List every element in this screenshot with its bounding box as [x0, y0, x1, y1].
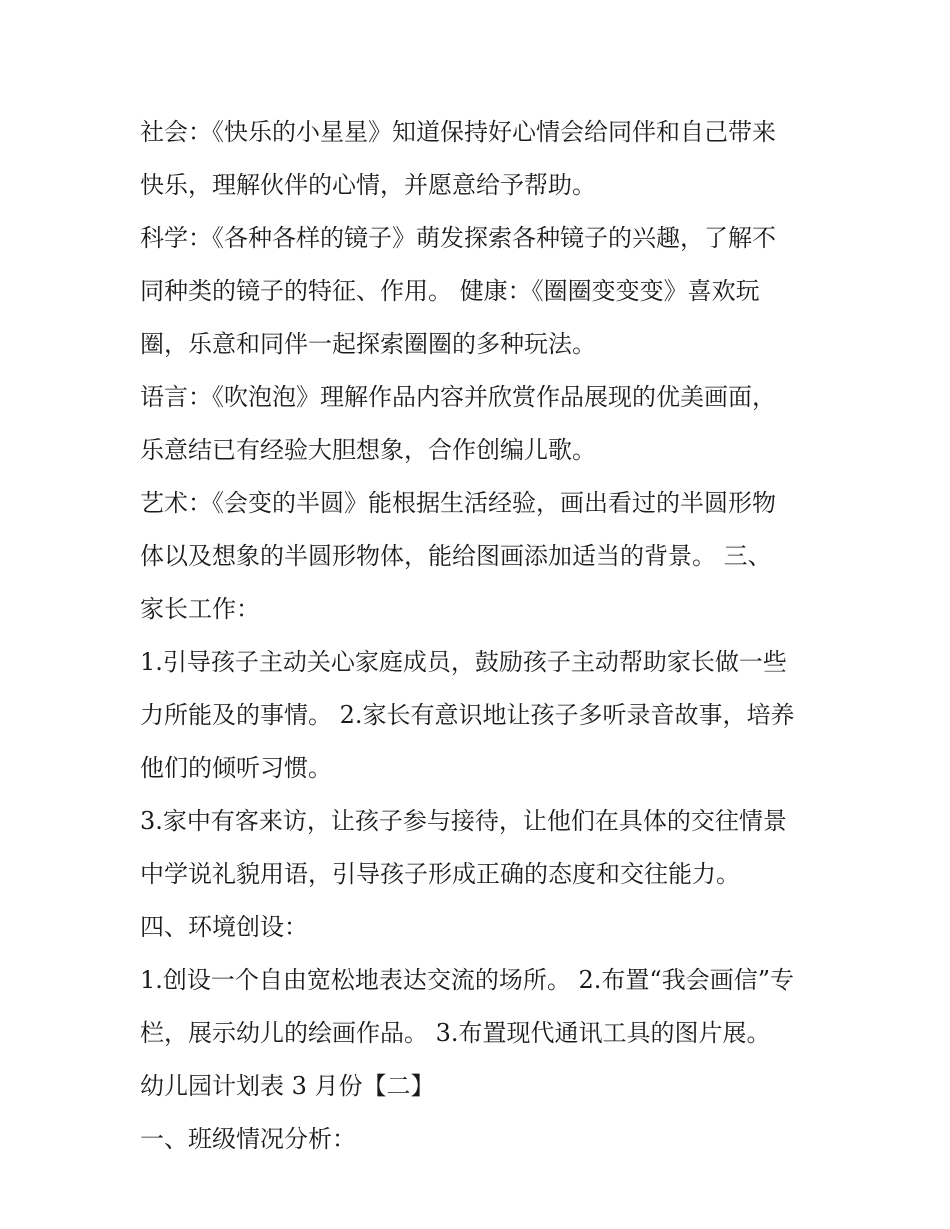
section-heading-environment: 四、环境创设：: [140, 913, 308, 941]
text-line-science: 科学：《各种各样的镜子》萌发探索各种镜子的兴趣，了解不: [140, 224, 776, 252]
text-line-environment-item: 1.创设一个自由宽松地表达交流的场所。 2.布置“我会画信”专: [140, 966, 794, 994]
document-body: [140, 106, 820, 1166]
text-line-social: 社会：《快乐的小星星》知道保持好心情会给同伴和自己带来: [140, 118, 776, 146]
text-line-health: 同种类的镜子的特征、作用。 健康：《圈圈变变变》喜欢玩: [140, 277, 760, 305]
text-line: 他们的倾听习惯。: [140, 754, 332, 782]
section-heading-parent-work: 家长工作：: [140, 595, 260, 623]
section-heading-class-analysis: 一、班级情况分析：: [140, 1125, 356, 1153]
text-line-environment-item: 栏，展示幼儿的绘画作品。 3.布置现代通讯工具的图片展。: [140, 1019, 771, 1047]
text-line: 乐意结已有经验大胆想象，合作创编儿歌。: [140, 436, 596, 464]
text-line-art: 艺术：《会变的半圆》能根据生活经验，画出看过的半圆形物: [140, 489, 776, 517]
text-line: 圈，乐意和同伴一起探索圈圈的多种玩法。: [140, 330, 596, 358]
text-line: 中学说礼貌用语，引导孩子形成正确的态度和交往能力。: [140, 860, 740, 888]
document-subtitle: 幼儿园计划表 3 月份【二】: [140, 1072, 435, 1100]
text-line: 快乐，理解伙伴的心情，并愿意给予帮助。: [140, 171, 596, 199]
text-line-parent-item: 1.引导孩子主动关心家庭成员，鼓励孩子主动帮助家长做一些: [140, 648, 787, 676]
text-line-parent-item: 力所能及的事情。 2.家长有意识地让孩子多听录音故事，培养: [140, 701, 795, 729]
text-line-language: 语言：《吹泡泡》理解作品内容并欣赏作品展现的优美画面，: [140, 383, 776, 411]
text-line: 体以及想象的半圆形物体，能给图画添加适当的背景。 三、: [140, 542, 772, 570]
text-line-parent-item: 3.家中有客来访，让孩子参与接待，让他们在具体的交往情景: [140, 807, 787, 835]
